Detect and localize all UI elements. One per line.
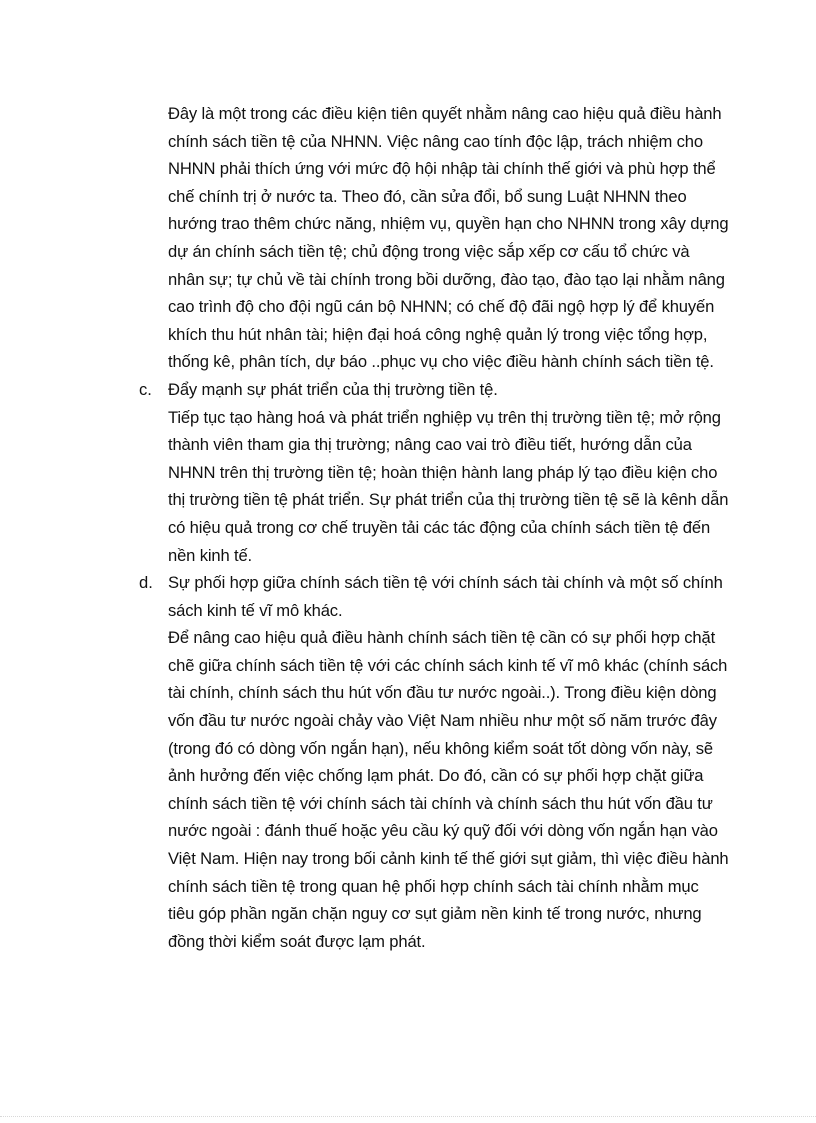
list-item-d: [139, 569, 729, 955]
list-item-c: [139, 376, 729, 569]
item-body: Tiếp tục tạo hàng hoá và phát triển nghiệp vụ trên thị trường tiền tệ; mở rộng thành viên tham gia thị trường; nâng cao vai trò điều tiết, hướng dẫn của NHNN trên thị trường tiền tệ; hoàn thiện hành lang pháp lý tạo điều kiện cho thị trường tiền tệ phát triển. Sự phát triển của thị trường tiền tệ sẽ là kênh dẫn có hiệu quả trong cơ chế truyền tải các tác động của chính sách tiền tệ đến nền kinh tế.: [168, 407, 729, 565]
page-content: [139, 100, 729, 955]
intro-paragraph: Đây là một trong các điều kiện tiên quyết nhằm nâng cao hiệu quả điều hành chính sách tiền tệ của NHNN. Việc nâng cao tính độc lập, trách nhiệm cho NHNN phải thích ứng với mức độ hội nhập tài chính thế giới và phù hợp thể chế chính trị ở nước ta. Theo đó, cần sửa đổi, bổ sung Luật NHNN theo hướng trao thêm chức năng, nhiệm vụ, quyền hạn cho NHNN trong xây dựng dự án chính sách tiền tệ; chủ động trong việc sắp xếp cơ cấu tổ chức và nhân sự; tự chủ về tài chính trong bồi dưỡng, đào tạo, đào tạo lại nhằm nâng cao trình độ cho đội ngũ cán bộ NHNN; có chế độ đãi ngộ hợp lý để khuyến khích thu hút nhân tài; hiện đại hoá công nghệ quản lý trong việc tổng hợp, thống kê, phân tích, dự báo ..phục vụ cho việc điều hành chính sách tiền tệ.: [168, 104, 729, 372]
list-marker: d.: [139, 573, 153, 593]
page-bottom-divider: [0, 1116, 816, 1117]
item-heading: Sự phối hợp giữa chính sách tiền tệ với chính sách tài chính và một số chính sách kinh tế vĩ mô khác.: [168, 573, 723, 620]
list-marker: c.: [139, 379, 152, 399]
item-body: Để nâng cao hiệu quả điều hành chính sách tiền tệ cần có sự phối hợp chặt chẽ giữa chính sách tiền tệ với các chính sách kinh tế vĩ mô khác (chính sách tài chính, chính sách thu hút vốn đầu tư nước ngoài..). Trong điều kiện dòng vốn đầu tư nước ngoài chảy vào Việt Nam nhiều như một số năm trước đây (trong đó có dòng vốn ngắn hạn), nếu không kiểm soát tốt dòng vốn này, sẽ ảnh hưởng đến việc chống lạm phát. Do đó, cần có sự phối hợp chặt giữa chính sách tiền tệ với chính sách tài chính và chính sách thu hút vốn đầu tư nước ngoài : đánh thuế hoặc yêu cầu ký quỹ đối với dòng vốn ngắn hạn vào Việt Nam. Hiện nay trong bối cảnh kinh tế thế giới sụt giảm, thì việc điều hành chính sách tiền tệ trong quan hệ phối hợp chính sách tài chính nhằm mục tiêu góp phần ngăn chặn nguy cơ sụt giảm nền kinh tế trong nước, nhưng đồng thời kiểm soát được lạm phát.: [168, 628, 729, 951]
item-heading: Đẩy mạnh sự phát triển của thị trường tiền tệ.: [168, 379, 498, 399]
